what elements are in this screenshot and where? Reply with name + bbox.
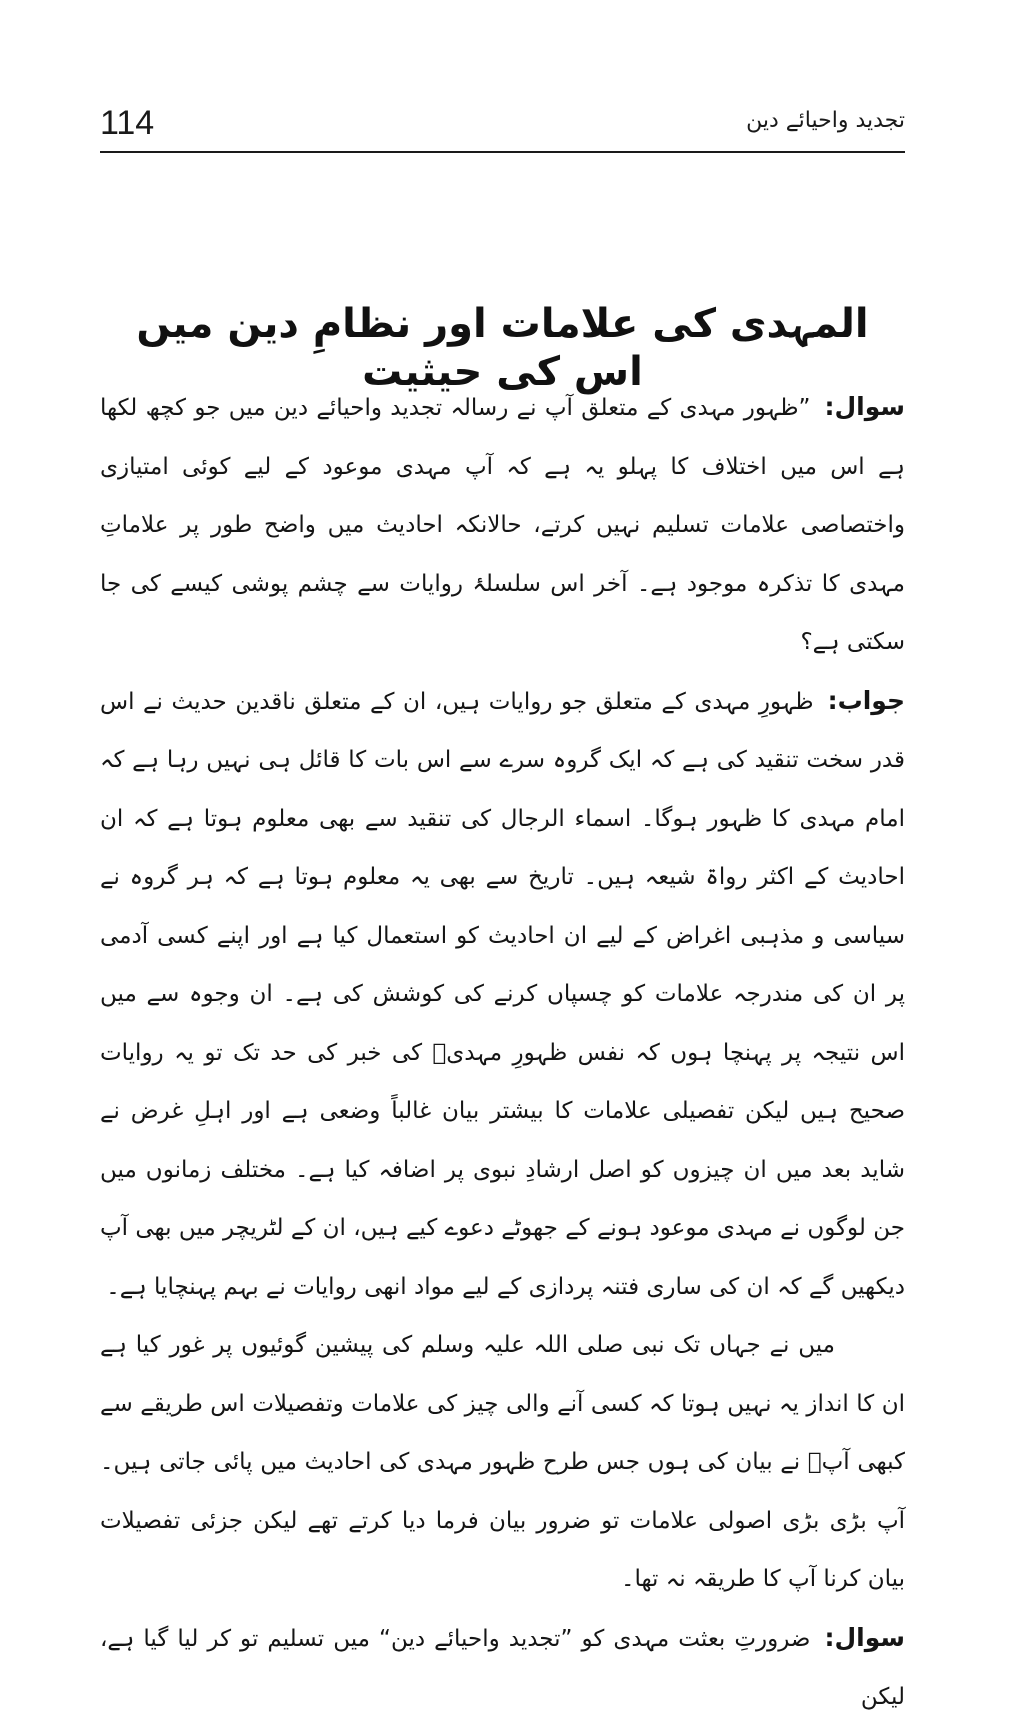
header-divider	[100, 151, 905, 153]
answer-paragraph-2: میں نے جہاں تک نبی صلی اللہ علیہ وسلم کی پیشین گوئیوں پر غور کیا ہے ان کا انداز یہ نہیں ہوتا کہ کسی آنے والی چیز کی علامات وتفصیلات اس طریقے سے کبھی آپؐ نے بیان کی ہوں جس طرح ظہور مہدی کی احادیث میں پائی جاتی ہیں۔ آپ بڑی بڑی اصولی علامات تو ضرور بیان فرما دیا کرتے تھے لیکن جزئی تفصیلات بیان کرنا آپ کا طریقہ نہ تھا۔	[100, 1332, 905, 1592]
question-paragraph-1	[100, 378, 905, 672]
answer-label: جواب:	[827, 685, 905, 715]
book-title: تجدید واحیائے دین	[746, 108, 905, 133]
answer-paragraph-1	[100, 672, 905, 1317]
chapter-heading: المہدی کی علامات اور نظامِ دین میں اس کی حیثیت	[136, 301, 869, 395]
answer-text: ظہورِ مہدی کے متعلق جو روایات ہیں، ان کے متعلق ناقدین حدیث نے اس قدر سخت تنقید کی ہے کہ ایک گروہ سرے سے اس بات کا قائل ہی نہیں رہا ہے کہ امام مہدی کا ظہور ہوگا۔ اسماء الرجال کی تنقید سے بھی معلوم ہوتا ہے کہ ان احادیث کے اکثر رواۃ شیعہ ہیں۔ تاریخ سے بھی یہ معلوم ہوتا ہے کہ ہر گروہ نے سیاسی و مذہبی اغراض کے لیے ان احادیث کو استعمال کیا ہے اور اپنے کسی آدمی پر ان کی مندرجہ علامات کو چسپاں کرنے کی کوشش کی ہے۔ ان وجوہ سے میں اس نتیجہ پر پہنچا ہوں کہ نفس ظہورِ مہدیؑ کی خبر کی حد تک تو یہ روایات صحیح ہیں لیکن تفصیلی علامات کا بیشتر بیان غالباً وضعی ہے اور اہلِ غرض نے شاید بعد میں ان چیزوں کو اصل ارشادِ نبوی پر اضافہ کیا ہے۔ مختلف زمانوں میں جن لوگوں نے مہدی موعود ہونے کے جھوٹے دعوے کیے ہیں، ان کے لٹریچر میں بھی آپ دیکھیں گے کہ ان کی ساری فتنہ پردازی کے لیے مواد انھی روایات نے بہم پہنچایا ہے۔	[100, 688, 905, 1300]
question-text: ضرورتِ بعثت مہدی کو ”تجدید واحیائے دین“ میں تسلیم تو کر لیا گیا ہے، لیکن	[100, 1625, 905, 1710]
page-header	[100, 100, 905, 148]
page-number: 114	[100, 104, 155, 142]
question-text: ”ظہور مہدی کے متعلق آپ نے رسالہ تجدید واحیائے دین میں جو کچھ لکھا ہے اس میں اختلاف کا پہلو یہ ہے کہ آپ مہدی موعود کے لیے کوئی امتیازی واختصاصی علامات تسلیم نہیں کرتے، حالانکہ احادیث میں واضح طور پر علاماتِ مہدی کا تذکرہ موجود ہے۔ آخر اس سلسلۂ روایات سے چشم پوشی کیسے کی جا سکتی ہے؟	[100, 395, 905, 655]
question-label: سوال:	[824, 392, 905, 421]
question-paragraph-2	[100, 1609, 905, 1727]
question-label: سوال:	[824, 1622, 905, 1652]
page-body	[100, 378, 905, 1727]
